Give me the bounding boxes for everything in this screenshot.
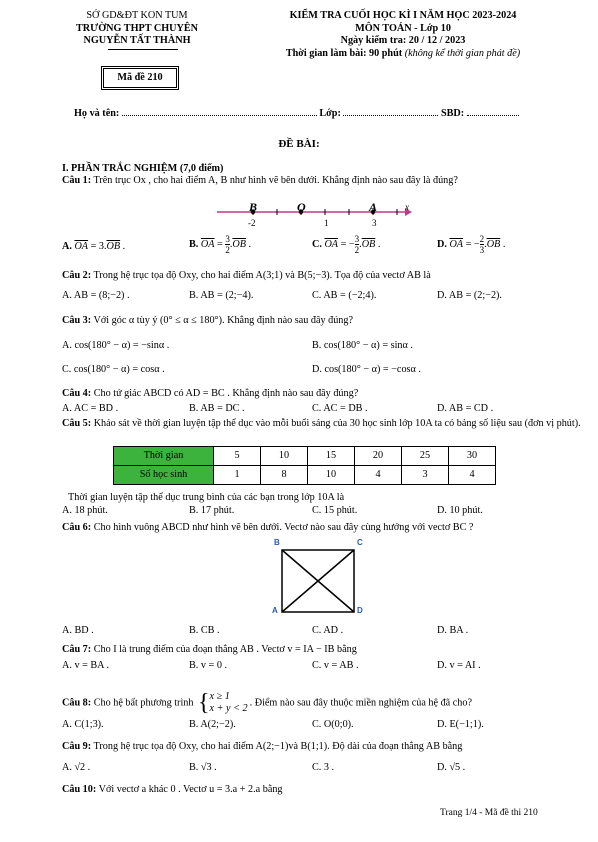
q7-option-c[interactable]: C. v = AB . <box>312 660 359 671</box>
q3-option-d[interactable]: D. cos(180° − α) = −cosα . <box>312 364 421 375</box>
section-1-title: I. PHẦN TRẮC NGHIỆM (7,0 điểm) <box>62 163 224 174</box>
q8-option-a[interactable]: A. C(1;3). <box>62 719 104 730</box>
sbd-field[interactable] <box>467 108 519 116</box>
q7-option-d[interactable]: D. v = AI . <box>437 660 481 671</box>
tick-3: 3 <box>372 218 377 228</box>
exam-date: Ngày kiểm tra: 20 / 12 / 2023 <box>340 35 466 46</box>
tick-minus-2: -2 <box>248 218 256 228</box>
q5-question: Thời gian luyện tập thể dục trung bình của các bạn trong lớp 10A là <box>68 492 345 503</box>
question-3: Câu 3: Với góc α tùy ý (0° ≤ α ≤ 180°). Khẳng định nào sau đây đúng? <box>62 315 354 326</box>
q1-option-c[interactable]: C. $\overline{OA}$ = − $\frac{3}{2}$ $.\overline{OB}$ . <box>312 234 381 255</box>
exam-title: KIỂM TRA CUỐI HỌC KÌ I NĂM HỌC 2023-2024 <box>289 10 517 21</box>
q3-option-b[interactable]: B. cos(180° − α) = sinα . <box>312 340 413 351</box>
question-4: Câu 4: Cho tứ giác ABCD có AD = BC . Khẳng định nào sau đây đúng? <box>62 388 359 399</box>
q2-option-a[interactable]: A. AB = (8;−2) . <box>62 290 130 301</box>
label-A: A <box>369 200 378 214</box>
q5-option-a[interactable]: A. 18 phút. <box>62 505 108 516</box>
label-O: O <box>297 200 306 214</box>
student-info <box>74 108 554 121</box>
q1-option-b[interactable]: B. $\overline{OA}$ = $\frac{3}{2}$ $.\overline{OB}$ . <box>189 234 252 255</box>
q6-option-d[interactable]: D. BA . <box>437 625 469 636</box>
row-label-students: Số học sinh <box>114 466 214 485</box>
question-10: Câu 10: Với vectơ a khác 0 . Vectơ u = 3.a + 2.a bằng <box>62 784 283 795</box>
q2-option-d[interactable]: D. AB = (2;−2). <box>437 290 502 301</box>
q1-option-d[interactable]: D. $\overline{OA}$ = − $\frac{2}{3}$ $.\overline{OB}$ . <box>437 234 506 255</box>
q6-option-a[interactable]: A. BD . <box>62 625 94 636</box>
name-field[interactable] <box>122 108 317 116</box>
label-B: B <box>274 538 280 547</box>
exam-code: Mã đề 210 <box>103 68 177 88</box>
question-1: Câu 1: Trên trục Ox , cho hai điểm A, B như hình vẽ bên dưới. Khẳng định nào sau đây là đúng? <box>62 175 458 186</box>
de-bai-title: ĐỀ BÀI: <box>278 138 320 150</box>
q7-option-b[interactable]: B. v = 0 . <box>189 660 228 671</box>
q2-option-b[interactable]: B. AB = (2;−4). <box>189 290 254 301</box>
table-row: Số học sinh 1 8 10 4 3 4 <box>114 466 496 485</box>
tick-1: 1 <box>324 218 329 228</box>
label-D: D <box>357 606 363 615</box>
name-label: Họ và tên: <box>74 108 120 119</box>
exam-subject: MÔN TOÁN - Lớp 10 <box>355 22 451 34</box>
header-underline <box>108 49 178 50</box>
label-x: x <box>405 202 409 212</box>
q6-option-c[interactable]: C. AD . <box>312 625 344 636</box>
q6-option-b[interactable]: B. CB . <box>189 625 220 636</box>
q9-option-a[interactable]: A. √2 . <box>62 762 91 773</box>
question-8: Câu 8: Cho hệ bất phương trình { x ≥ 1 x + y < 2 . Điểm nào sau đây thuộc miền nghiệm của hệ đã cho? <box>62 690 472 716</box>
q5-option-b[interactable]: B. 17 phút. <box>189 505 235 516</box>
sbd-label: SBD: <box>440 108 465 119</box>
q4-option-a[interactable]: A. AC = BD . <box>62 403 119 414</box>
system-eq-1: x ≥ 1 <box>209 691 230 702</box>
question-5: Câu 5: Khảo sát về thời gian luyện tập thể dục vào mỗi buổi sáng của 30 học sinh lớp 10A ta có bảng số liệu sau (đơn vị phút). <box>62 418 581 429</box>
q1-axis-figure <box>215 195 415 233</box>
q8-option-c[interactable]: C. O(0;0). <box>312 719 354 730</box>
q5-option-c[interactable]: C. 15 phút. <box>312 505 358 516</box>
page-footer: Trang 1/4 - Mã đề thi 210 <box>440 808 538 818</box>
exam-header <box>228 10 578 60</box>
q1-option-a[interactable]: A. $\overline{OA} = 3.\overline{OB}$ . <box>62 241 126 252</box>
q5-option-d[interactable]: D. 10 phút. <box>437 505 483 516</box>
q3-option-a[interactable]: A. cos(180° − α) = −sinα . <box>62 340 170 351</box>
exam-time: Thời gian làm bài: 90 phút (không kể thời gian phát đề) <box>285 47 521 59</box>
q4-option-b[interactable]: B. AB = DC . <box>189 403 245 414</box>
system-eq-2: x + y < 2 <box>209 703 248 714</box>
class-field[interactable] <box>343 108 438 116</box>
q8-option-b[interactable]: B. A(2;−2). <box>189 719 236 730</box>
school-header <box>62 10 212 48</box>
q9-option-d[interactable]: D. √5 . <box>437 762 466 773</box>
class-label: Lớp: <box>319 108 341 119</box>
question-6: Câu 6: Cho hình vuông ABCD như hình vẽ bên dưới. Vectơ nào sau đây cùng hướng với vectơ BC ? <box>62 522 474 533</box>
label-A: A <box>272 606 278 615</box>
q4-option-c[interactable]: C. AC = DB . <box>312 403 368 414</box>
q8-option-d[interactable]: D. E(−1;1). <box>437 719 484 730</box>
q2-option-c[interactable]: C. AB = (−2;4). <box>312 290 377 301</box>
school-line-2: NGUYỄN TẤT THÀNH <box>83 35 191 46</box>
q3-option-c[interactable]: C. cos(180° − α) = cosα . <box>62 364 165 375</box>
label-C: C <box>357 538 363 547</box>
q9-option-c[interactable]: C. 3 . <box>312 762 335 773</box>
school-line-1: TRƯỜNG THPT CHUYÊN <box>75 22 199 34</box>
q5-data-table <box>113 446 496 485</box>
q4-option-d[interactable]: D. AB = CD . <box>437 403 494 414</box>
question-9: Câu 9: Trong hệ trục tọa độ Oxy, cho hai điểm A(2;−1)và B(1;1). Độ dài của đoạn thẳng AB bằng <box>62 741 463 752</box>
q6-square-figure <box>280 548 356 614</box>
row-label-time: Thời gian <box>114 447 214 466</box>
question-2: Câu 2: Trong hệ trục tọa độ Oxy, cho hai điểm A(3;1) và B(5;−3). Tọa độ của vectơ AB là <box>62 270 431 281</box>
label-B: B <box>249 200 258 214</box>
table-row: Thời gian 5 10 15 20 25 30 <box>114 447 496 466</box>
q7-option-a[interactable]: A. v = BA . <box>62 660 110 671</box>
q9-option-b[interactable]: B. √3 . <box>189 762 217 773</box>
question-7: Câu 7: Cho I là trung điểm của đoạn thẳng AB . Vectơ v = IA − IB bằng <box>62 644 357 655</box>
department: SỞ GD&ĐT KON TUM <box>86 10 188 21</box>
